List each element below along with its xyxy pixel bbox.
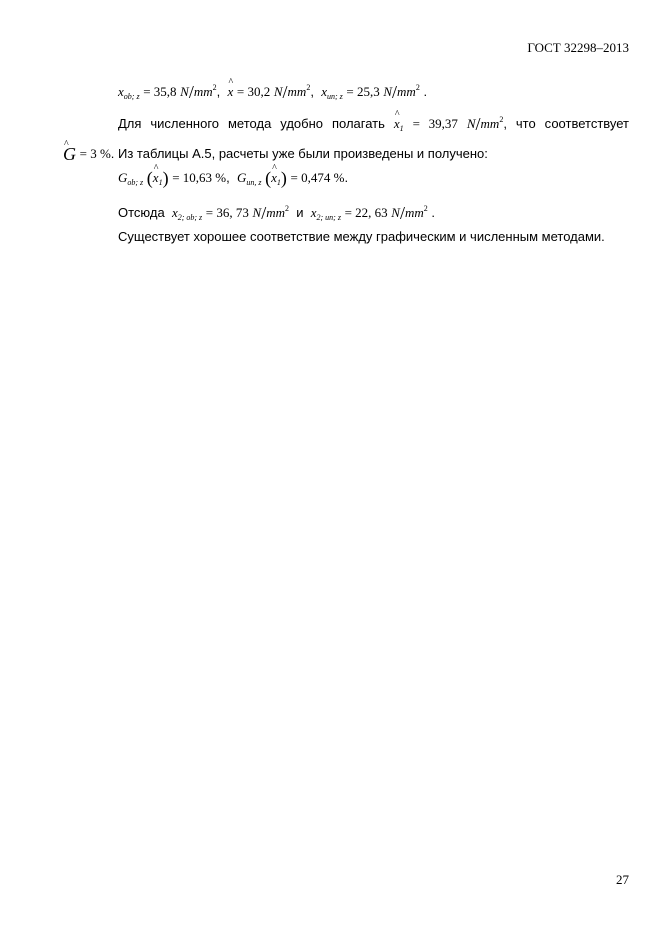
unit-mm: mm — [404, 205, 424, 220]
division-slash: / — [475, 114, 481, 134]
unit-mm: mm — [397, 84, 416, 99]
unit-mm: mm — [287, 84, 307, 99]
value: = 10,63 % — [172, 170, 227, 185]
paren: ) — [162, 168, 169, 188]
value: = 30,2 — [236, 84, 271, 99]
formula-line-values — [118, 78, 427, 107]
text: , что соответствует — [503, 116, 629, 131]
value: = 22, 63 — [344, 205, 388, 220]
text: Для численного метода удобно полагать — [118, 116, 385, 131]
period: . — [423, 84, 428, 99]
subscript: 2; ob; z — [177, 213, 203, 222]
subscript: un; z — [326, 92, 343, 101]
var-x: x — [118, 84, 124, 99]
paren: ) — [280, 168, 287, 188]
value: = 3 % — [79, 146, 111, 161]
value: = 36, 73 — [205, 205, 249, 220]
subscript: 1 — [276, 178, 281, 187]
text: и — [296, 205, 304, 220]
exponent: 2 — [415, 83, 420, 92]
exponent: 2 — [284, 204, 289, 213]
unit-n: N — [391, 205, 400, 220]
var-x-hat: ^ x — [271, 168, 277, 188]
exponent: 2 — [499, 115, 504, 124]
var-x: x — [310, 205, 317, 220]
exponent: 2 — [212, 83, 217, 92]
paragraph-line-conclusion: Существует хорошее соответствие между графическим и численным методами. — [118, 229, 605, 244]
unit-n: N — [273, 84, 283, 99]
var-x-hat: ^ x — [227, 82, 233, 102]
value: = 39,37 — [412, 116, 458, 131]
exponent: 2 — [423, 204, 428, 213]
division-slash: / — [261, 203, 267, 223]
paragraph-line-hence — [118, 199, 435, 228]
var-g-hat: ^ G — [63, 144, 76, 164]
formula-line-g-values — [118, 168, 348, 193]
separator: , — [216, 84, 221, 99]
unit-mm: mm — [266, 205, 285, 220]
unit-n: N — [180, 84, 189, 99]
subscript: 1 — [399, 124, 404, 133]
subscript: 2; un; z — [316, 213, 341, 222]
var-x-hat: ^ x — [394, 114, 400, 134]
division-slash: / — [392, 82, 398, 102]
subscript: 1 — [158, 178, 163, 187]
subscript: ob; z — [127, 178, 144, 187]
division-slash: / — [399, 203, 405, 223]
var-g: G — [118, 170, 128, 185]
var-g: G — [236, 170, 247, 185]
separator: , — [310, 84, 314, 99]
unit-n: N — [383, 84, 393, 99]
subscript: un, z — [246, 178, 262, 187]
var-x-hat: ^ x — [153, 168, 159, 188]
division-slash: / — [282, 82, 288, 102]
var-x: x — [171, 205, 178, 220]
unit-mm: mm — [480, 116, 500, 131]
text: . Из таблицы А.5, расчеты уже были произведены и получено: — [110, 146, 488, 161]
standard-header: ГОСТ 32298–2013 — [527, 40, 629, 55]
paragraph-line-numeric-method — [118, 110, 629, 139]
var-x: x — [321, 84, 327, 99]
unit-n: N — [466, 116, 476, 131]
exponent: 2 — [306, 83, 311, 92]
division-slash: / — [188, 82, 194, 102]
value: = 35,8 — [143, 84, 177, 99]
value: = 0,474 % — [290, 170, 345, 185]
paren: ( — [265, 168, 272, 188]
value: = 25,3 — [346, 84, 380, 99]
page-number: 27 — [616, 872, 629, 887]
paren: ( — [146, 168, 153, 188]
separator: , — [226, 170, 230, 185]
text: Отсюда — [118, 205, 165, 220]
period: . — [344, 170, 349, 185]
subscript: ob; z — [123, 92, 140, 101]
unit-mm: mm — [193, 84, 213, 99]
period: . — [431, 205, 436, 220]
unit-n: N — [252, 205, 262, 220]
